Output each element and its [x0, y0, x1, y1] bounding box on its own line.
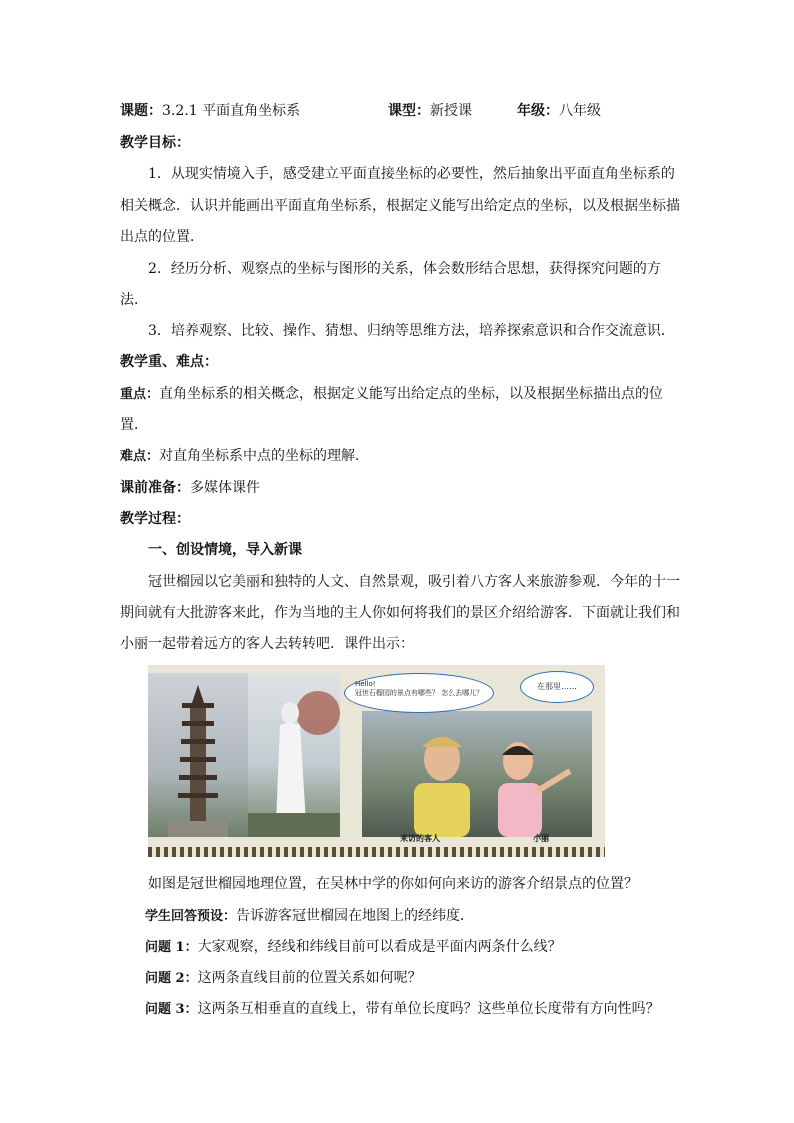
question-2: [145, 968, 422, 989]
intro-para-line-1: 冠世榴园以它美丽和独特的人文、自然景观，吸引着八方客人来旅游参观．今年的十一: [148, 574, 680, 590]
answer-label: 学生回答预设：: [145, 909, 237, 924]
pagoda-icon: [148, 673, 248, 837]
objective-2-line-1: 2．经历分析、观察点的坐标与图形的关系，体会数形结合思想，获得探究问题的方: [148, 261, 661, 277]
pagoda-photo: [148, 673, 248, 837]
type-label: 课型：: [388, 103, 430, 119]
objective-2-line-2: 法．: [120, 292, 148, 308]
difficulty-text: 对直角坐标系中点的坐标的理解．: [159, 448, 370, 464]
process-heading: 教学过程：: [120, 511, 190, 527]
focus-line-2: 置．: [120, 417, 148, 433]
lesson-grade: [517, 101, 601, 121]
visitor-speech-bubble: [344, 673, 494, 713]
xiaoli-speech-bubble: [520, 671, 594, 703]
answer-line: [145, 906, 474, 927]
prep-label: 课前准备：: [120, 480, 190, 496]
lesson-header: [120, 101, 300, 121]
decorative-border: [148, 847, 605, 857]
prep-line: [120, 478, 260, 498]
visitors-photo: [362, 711, 592, 837]
q1-label: 问题 1：: [145, 940, 198, 955]
courseware-figure: [148, 665, 605, 857]
focus-label: 重点：: [120, 387, 160, 402]
xiaoli-answer: 在那里……: [537, 682, 577, 691]
focus-line-1: [120, 384, 663, 405]
q2-label: 问题 2：: [145, 971, 198, 986]
caption-visitor: 来访的客人: [400, 834, 440, 843]
answer-text: 告诉游客冠世榴园在地图上的经纬度．: [236, 908, 475, 924]
grade-value: 八年级: [559, 103, 601, 119]
statue-icon: [248, 673, 340, 837]
difficulty-label: 难点：: [120, 449, 160, 464]
objective-1-line-1: 1．从现实情境入手，感受建立平面直接坐标的必要性，然后抽象出平面直角坐标系的: [148, 166, 675, 182]
intro-para-line-3: 小丽一起带着远方的客人去转转吧．课件出示：: [120, 636, 414, 652]
objective-3: 3．培养观察、比较、操作、猜想、归纳等思维方法，培养探索意识和合作交流意识．: [148, 323, 675, 339]
grade-label: 年级：: [517, 103, 559, 119]
key-points-heading: 教学重、难点：: [120, 354, 218, 370]
focus-text: 直角坐标系的相关概念，根据定义能写出给定点的坐标，以及根据坐标描出点的位: [159, 386, 664, 402]
difficulty-line: [120, 446, 369, 467]
q1-text: 大家观察，经线和纬线目前可以看成是平面内两条什么线？: [197, 939, 562, 955]
objective-1-line-2: 相关概念．认识并能画出平面直角坐标系，根据定义能写出给定点的坐标，以及根据坐标描: [120, 198, 680, 214]
intro-para-line-2: 期间就有大批游客来此，作为当地的主人你如何将我们的景区介绍给游客．下面就让我们和: [120, 605, 680, 621]
q3-text: 这两条互相垂直的直线上，带有单位长度吗？这些单位长度带有方向性吗？: [197, 1001, 660, 1017]
lesson-type: [388, 101, 472, 121]
q2-text: 这两条直线目前的位置关系如何呢？: [197, 970, 422, 986]
question-1: [145, 937, 562, 958]
section-1-heading: 一、创设情境，导入新课: [148, 542, 302, 558]
topic-label: 课题：: [120, 103, 162, 119]
type-value: 新授课: [430, 103, 472, 119]
topic-value: 3.2.1 平面直角坐标系: [162, 103, 301, 119]
prep-value: 多媒体课件: [190, 480, 260, 496]
statue-photo: [248, 673, 340, 837]
objectives-heading: 教学目标：: [120, 135, 190, 151]
q3-label: 问题 3：: [145, 1002, 198, 1017]
people-icon: [362, 711, 592, 837]
question-intro: 如图是冠世榴园地理位置，在吴林中学的你如何向来访的游客介绍景点的位置？: [148, 876, 638, 892]
objective-1-line-3: 出点的位置．: [120, 229, 204, 245]
question-3: [145, 999, 660, 1020]
visitor-hello: Hello!: [355, 680, 376, 688]
visitor-question: 冠世石榴园的景点有哪些？ 怎么去哪儿？: [354, 689, 484, 697]
caption-xiaoli: 小丽: [533, 834, 549, 843]
